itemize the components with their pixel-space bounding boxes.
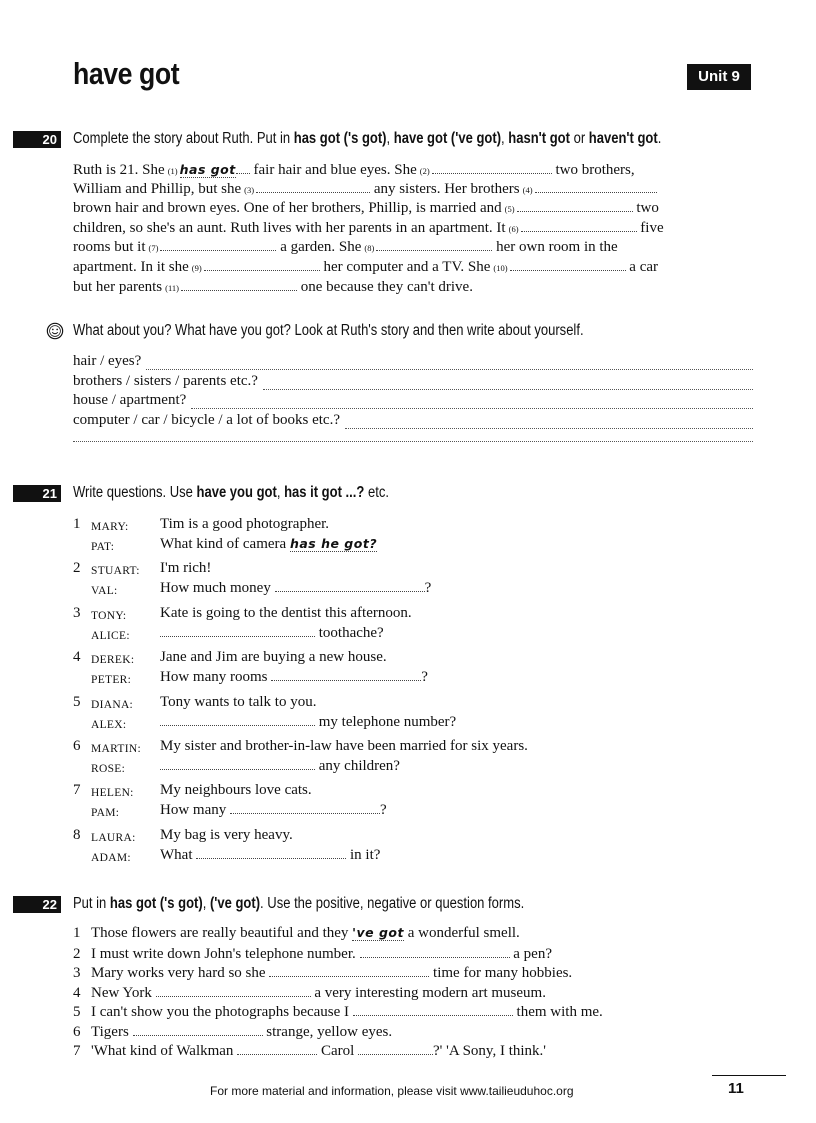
smiley-icon [46,322,64,340]
question-item: 1 MARY: Tim is a good photographer. PAT: What kind of camera has he got? [73,516,378,553]
statement: Kate is going to the dentist this afternoon. [160,604,412,621]
answer[interactable]: has he got? [289,536,378,551]
footer-text: For more material and information, please visit www.tailieuduhoc.org [210,1084,574,1098]
answer-blank[interactable] [271,668,421,681]
speaker-2: PAT: [91,541,115,553]
answer-blank[interactable] [160,713,315,726]
answer-blank[interactable] [160,624,315,637]
exercise-20-number: 20 [13,131,61,148]
answer-blank[interactable] [156,984,311,997]
blank-6[interactable] [521,219,637,232]
blank-9[interactable] [204,258,320,271]
page-number: 11 [728,1080,744,1097]
statement: Tony wants to talk to you. [160,693,317,710]
speaker-1: DIANA: [91,698,134,711]
statement: My bag is very heavy. [160,826,293,843]
statement: I'm rich! [160,560,212,577]
speaker-2: ROSE: [91,763,126,775]
question-line: What kind of camera has he got? [160,536,378,552]
page-number-rule [712,1075,786,1076]
speaker-2: ALICE: [91,629,130,642]
exercise-22-row: 7 'What kind of Walkman Carol ?' 'A Sony, I think.' [73,1043,546,1059]
prompt-hair-eyes[interactable]: hair / eyes? [73,350,753,370]
exercise-21-instruction: Write questions. Use have you got, has it got ...? etc. [73,484,389,501]
speaker-1: MARTIN: [91,743,141,755]
speaker-2: VAL: [91,585,118,598]
answer-1[interactable]: has got [179,162,236,177]
exercise-21-number: 21 [13,485,61,502]
exercise-22-items [73,925,713,1062]
question-item: 8 LAURA: My bag is very heavy. ADAM: What in it? [73,826,381,864]
exercise-22-number: 22 [13,896,61,913]
answer-blank[interactable] [230,801,380,814]
speaker-1: HELEN: [91,787,134,800]
question-item: 7 HELEN: My neighbours love cats. PAM: How many ? [73,782,387,820]
unit-badge: Unit 9 [687,64,751,90]
prompt-house[interactable]: house / apartment? [73,389,753,409]
exercise-22-row: 4 New York a very interesting modern art museum. [73,984,546,1001]
answer[interactable]: 've got [352,925,404,940]
statement: Jane and Jim are buying a new house. [160,649,387,666]
question-line: How many rooms ? [160,669,428,686]
answer-line[interactable] [73,441,753,442]
answer-blank[interactable] [275,579,425,592]
exercise-22-row: 2 I must write down John's telephone number. a pen? [73,945,552,962]
answer-blank[interactable] [360,945,510,958]
ruth-story: Ruth is 21. She (1) has got fair hair and blue eyes. She (2) two brothers, William and Phillip, but she (3) any sisters. Her brothers (4) brown hair and brown eyes. One of her brothers, Phillip, is married and (5) two children, so she's an aunt. Ruth lives with her parents in an apartment. It (6) five rooms but it (7) a garden. She (8) her own room in the apartment. In it she (9) her computer and a TV. She (10) a car but her parents (11) one because they can't drive. [73,162,664,295]
speaker-1: LAURA: [91,831,136,844]
question-line: my telephone number? [160,713,456,731]
about-you-instruction: What about you? What have you got? Look at Ruth's story and then write about yourself. [73,322,584,339]
question-item: 3 TONY: Kate is going to the dentist this afternoon. ALICE: toothache? [73,604,412,642]
question-line: How many ? [160,802,387,819]
statement: My sister and brother-in-law have been married for six years. [160,738,528,754]
speaker-2: PAM: [91,807,120,820]
blank-11[interactable] [181,278,297,291]
question-line: How much money ? [160,580,432,597]
answer-blank[interactable] [237,1042,317,1055]
question-line: toothache? [160,624,384,642]
speaker-1: TONY: [91,609,127,622]
answer-blank[interactable] [353,1003,513,1016]
exercise-22-instruction: Put in has got ('s got), ('ve got). Use the positive, negative or question forms. [73,895,525,912]
speaker-2: PETER: [91,674,132,687]
answer-blank[interactable] [269,964,429,977]
speaker-1: DEREK: [91,654,135,667]
answer-blank[interactable] [196,846,346,859]
speaker-2: ADAM: [91,851,131,864]
blank-4[interactable] [535,180,657,193]
exercise-22-row: 5 I can't show you the photographs because I them with me. [73,1004,603,1020]
speaker-1: MARY: [91,521,129,533]
page-title: have got [73,56,180,91]
blank-8[interactable] [376,238,492,251]
answer-blank[interactable] [133,1023,263,1036]
prompt-possessions[interactable]: computer / car / bicycle / a lot of books etc.? [73,409,753,429]
blank-2[interactable] [432,161,552,174]
question-item: 2 STUART: I'm rich! VAL: How much money ? [73,560,432,598]
question-line: What in it? [160,846,381,863]
question-item: 4 DEREK: Jane and Jim are buying a new house. PETER: How many rooms ? [73,649,428,687]
prompt-family[interactable]: brothers / sisters / parents etc.? [73,370,753,390]
blank-10[interactable] [510,258,626,271]
answer-blank[interactable] [160,757,315,770]
exercise-22-row: 3 Mary works very hard so she time for many hobbies. [73,965,573,981]
blank-5[interactable] [517,199,633,212]
exercise-22-row: 6 Tigers strange, yellow eyes. [73,1023,393,1040]
exercise-22-row: 1 Those flowers are really beautiful and they 've got a wonderful smell. [73,925,520,941]
question-item: 5 DIANA: Tony wants to talk to you. ALEX: my telephone number? [73,693,457,731]
statement: My neighbours love cats. [160,782,312,799]
question-line: any children? [160,757,400,775]
speaker-2: ALEX: [91,718,127,731]
exercise-20-instruction: Complete the story about Ruth. Put in has got ('s got), have got ('ve got), hasn't got or haven't got. [73,130,662,147]
speaker-1: STUART: [91,565,140,578]
blank-3[interactable] [256,180,370,193]
answer-blank-2[interactable] [358,1042,433,1055]
question-item: 6 MARTIN: My sister and brother-in-law have been married for six years. ROSE: any children? [73,738,528,775]
statement: Tim is a good photographer. [160,516,330,532]
blank-7[interactable] [160,238,276,251]
